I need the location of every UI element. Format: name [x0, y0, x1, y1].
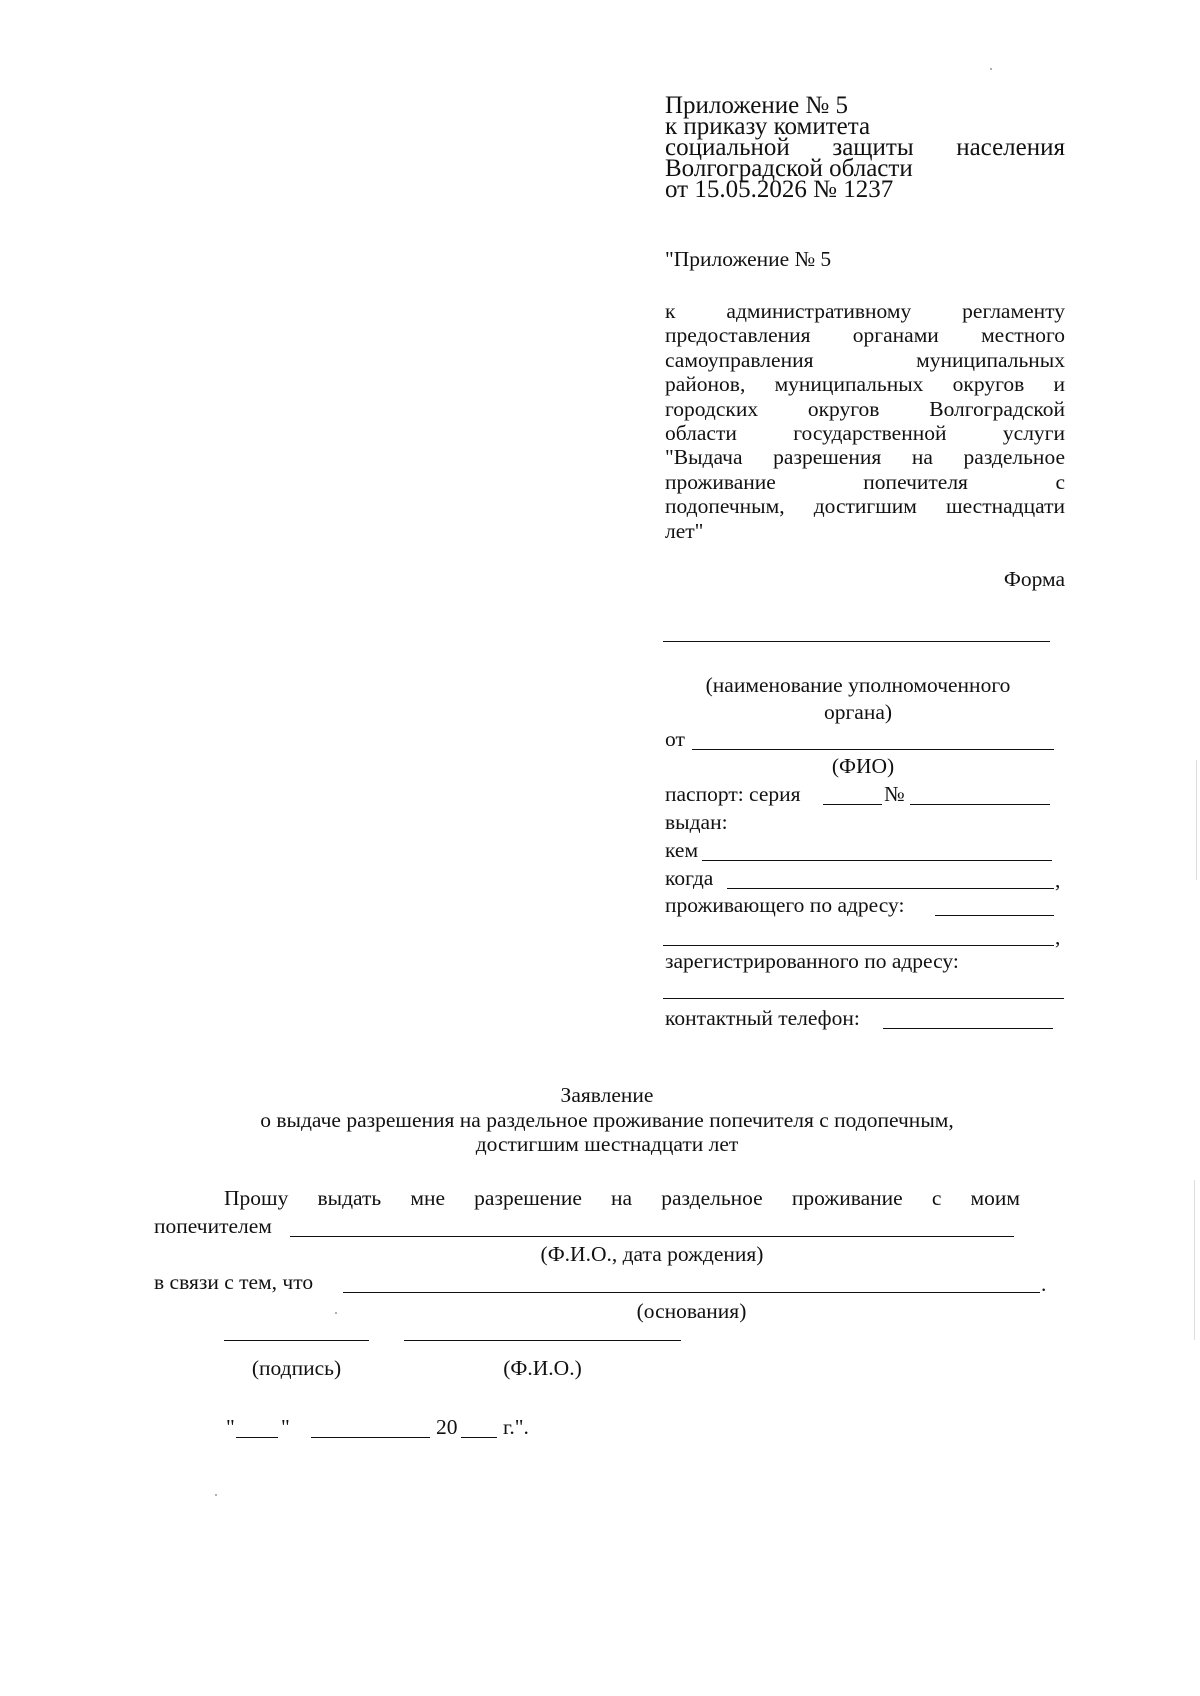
residing-line-2	[663, 923, 1054, 946]
signature-hint: (подпись)	[251, 1356, 342, 1380]
phone-line	[883, 1006, 1053, 1029]
statement-subtitle: достигшим шестнадцати лет	[475, 1132, 739, 1156]
appendix-reference	[665, 299, 1065, 543]
scan-speck	[335, 1312, 337, 1314]
statement-title: Заявление	[560, 1083, 654, 1107]
issued-label: выдан:	[665, 810, 728, 834]
passport-label: паспорт: серия	[665, 782, 801, 806]
header-line-5: от 15.05.2026 № 1237	[665, 176, 894, 203]
year-line	[461, 1415, 497, 1438]
comma: ,	[1055, 868, 1061, 892]
scan-edge	[1194, 1180, 1195, 1340]
issued-by-label: кем	[665, 838, 699, 862]
fio-hint: (ФИО)	[831, 754, 895, 778]
period: .	[1041, 1272, 1047, 1296]
appendix-line: городских округов Волгоградской	[665, 396, 1065, 421]
order-header	[665, 92, 1065, 203]
appendix-line: "Выдача разрешения на раздельное	[665, 445, 1065, 470]
statement-body: Прошу выдать мне разрешение на раздельное проживание с моим	[224, 1186, 1020, 1210]
passport-number-sign: №	[884, 782, 905, 806]
appendix-line: лет"	[665, 518, 704, 543]
appendix-line: проживание попечителя с	[665, 469, 1065, 494]
year-prefix: 20	[436, 1415, 458, 1439]
scan-edge	[1196, 760, 1197, 880]
from-label: от	[665, 727, 685, 751]
header-line-2: к приказу комитета	[665, 113, 871, 140]
appendix-line: подопечным, достигшим шестнадцати	[665, 494, 1065, 519]
scan-speck	[990, 68, 992, 70]
signature-line	[224, 1340, 369, 1341]
phone-label: контактный телефон:	[665, 1006, 860, 1030]
authority-name-hint: органа)	[823, 700, 893, 724]
header-line-1: Приложение № 5	[665, 92, 849, 119]
registered-label: зарегистрированного по адресу:	[665, 949, 959, 973]
date-quote-open: "	[226, 1415, 235, 1439]
issued-when-label: когда	[665, 866, 714, 890]
statement-subtitle: о выдаче разрешения на раздельное проживание попечителя с подопечным,	[260, 1108, 954, 1132]
residing-label: проживающего по адресу:	[665, 893, 905, 917]
year-suffix: г.".	[503, 1415, 529, 1439]
comma: ,	[1055, 925, 1061, 949]
appendix-line: самоуправления муниципальных	[665, 347, 1065, 372]
appendix-title: "Приложение № 5	[665, 247, 832, 271]
guardian-fio-line	[290, 1214, 1014, 1237]
date-day-line	[236, 1415, 278, 1438]
signer-fio-line	[404, 1340, 681, 1341]
appendix-line: к административному регламенту	[665, 299, 1065, 323]
authority-name-hint: (наименование уполномоченного	[705, 673, 1011, 697]
grounds-hint: (основания)	[636, 1299, 747, 1323]
date-month-line	[311, 1415, 430, 1438]
fio-line	[692, 727, 1054, 750]
grounds-line	[343, 1270, 1040, 1293]
passport-series-line	[823, 782, 882, 805]
appendix-line: районов, муниципальных округов и	[665, 372, 1065, 397]
signer-fio-hint: (Ф.И.О.)	[503, 1356, 582, 1380]
registered-line	[663, 976, 1064, 999]
because-label: в связи с тем, что	[154, 1270, 314, 1294]
date-quote-close: "	[281, 1415, 290, 1439]
issued-by-line	[702, 838, 1052, 861]
residing-line	[935, 893, 1054, 916]
passport-number-line	[910, 782, 1050, 805]
scan-speck	[215, 1494, 217, 1496]
issued-when-line	[727, 866, 1054, 889]
form-label: Форма	[1003, 567, 1065, 591]
appendix-line: области государственной услуги	[665, 421, 1065, 446]
appendix-line: предоставления органами местного	[665, 323, 1065, 348]
header-line-4: Волгоградской области	[665, 155, 913, 182]
fio-birth-hint: (Ф.И.О., дата рождения)	[540, 1242, 764, 1266]
authority-name-line	[663, 641, 1050, 642]
header-line-3: социальной защиты населения	[665, 134, 1065, 161]
guardian-label: попечителем	[154, 1214, 272, 1238]
